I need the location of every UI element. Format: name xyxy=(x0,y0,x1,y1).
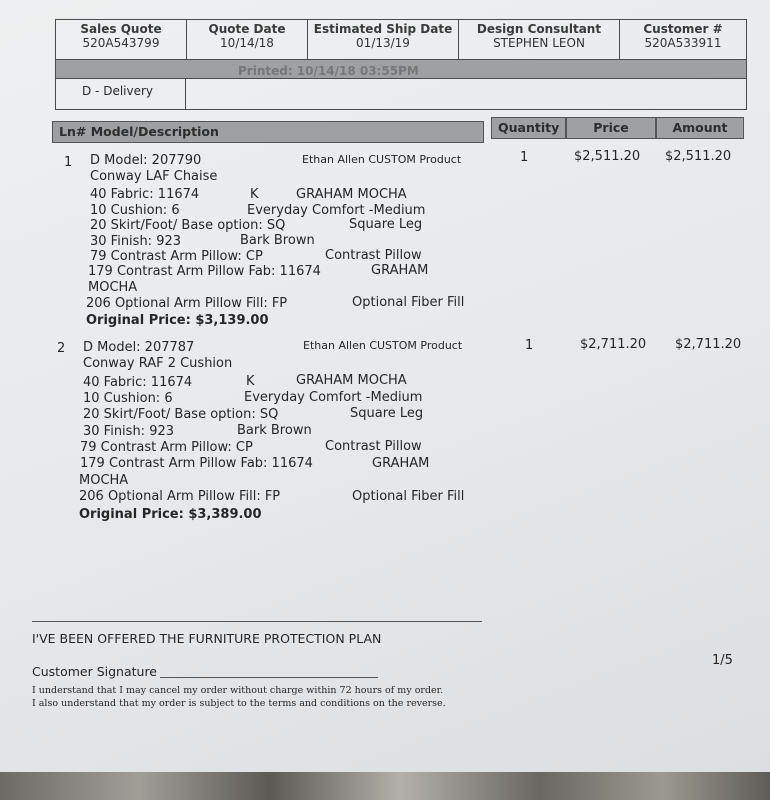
consultant-value: STEPHEN LEON xyxy=(493,36,585,50)
item-1-skirt-desc: Square Leg xyxy=(349,217,423,232)
item-1-line-number: 1 xyxy=(64,155,73,170)
item-2-vendor: Ethan Allen CUSTOM Product xyxy=(303,339,463,352)
col-header-price: Price xyxy=(566,117,656,139)
item-2-pillow-fabric: 179 Contrast Arm Pillow Fab: 11674 xyxy=(80,456,313,471)
customer-label: Customer # xyxy=(643,22,723,36)
printed-timestamp: Printed: 10/14/18 03:55PM xyxy=(238,64,419,78)
item-1-vendor: Ethan Allen CUSTOM Product xyxy=(302,153,462,166)
item-2-arm-fill: 206 Optional Arm Pillow Fill: FP xyxy=(79,489,281,504)
ship-date-cell xyxy=(308,20,459,60)
item-1-price: $2,511.20 xyxy=(574,149,641,164)
item-2-arm-pillow: 79 Contrast Arm Pillow: CP xyxy=(80,440,253,455)
item-2-description: Conway RAF 2 Cushion xyxy=(83,356,233,371)
item-2-finish: 30 Finish: 923 xyxy=(83,424,175,439)
item-2-pillow-fabric-desc: GRAHAM xyxy=(372,456,430,471)
item-2-amount: $2,711.20 xyxy=(675,337,742,352)
item-1-quantity: 1 xyxy=(520,150,529,165)
item-1-pillow-fabric-cont: MOCHA xyxy=(88,280,138,295)
col-header-amount: Amount xyxy=(656,117,744,139)
sales-quote-label: Sales Quote xyxy=(80,22,162,36)
delivery-method: D - Delivery xyxy=(82,84,154,98)
granite-countertop xyxy=(0,772,770,800)
col-header-model: Ln# Model/Description xyxy=(52,121,484,143)
item-2-quantity: 1 xyxy=(525,338,534,353)
item-2-fabric-grade: K xyxy=(246,374,255,389)
col-header-quantity: Quantity xyxy=(491,117,566,139)
item-2-finish-desc: Bark Brown xyxy=(237,423,312,438)
item-2-arm-pillow-desc: Contrast Pillow xyxy=(325,439,422,454)
item-1-arm-pillow-desc: Contrast Pillow xyxy=(325,248,422,263)
item-2-price: $2,711.20 xyxy=(580,337,647,352)
item-1-amount: $2,511.20 xyxy=(665,149,732,164)
item-1-model: D Model: 207790 xyxy=(90,153,202,168)
terms-line-1: I understand that I may cancel my order without charge within 72 hours of my order. xyxy=(32,685,444,696)
item-1-skirt: 20 Skirt/Foot/ Base option: SQ xyxy=(90,218,286,233)
item-1-fabric-name: GRAHAM MOCHA xyxy=(296,187,407,202)
item-2-pillow-fabric-cont: MOCHA xyxy=(79,473,129,488)
signature-line[interactable] xyxy=(160,677,378,678)
consultant-label: Design Consultant xyxy=(476,22,602,36)
item-1-finish-desc: Bark Brown xyxy=(240,233,315,248)
quote-date-cell xyxy=(187,20,308,60)
item-2-arm-fill-desc: Optional Fiber Fill xyxy=(352,489,465,504)
item-2-model: D Model: 207787 xyxy=(83,340,195,355)
item-1-finish: 30 Finish: 923 xyxy=(90,234,182,249)
ship-date-value: 01/13/19 xyxy=(356,36,410,50)
item-2-skirt: 20 Skirt/Foot/ Base option: SQ xyxy=(83,407,279,422)
item-1-cushion-desc: Everyday Comfort -Medium xyxy=(247,203,426,218)
item-1-description: Conway LAF Chaise xyxy=(90,169,218,184)
item-2-cushion-desc: Everyday Comfort -Medium xyxy=(244,390,423,405)
consultant-cell xyxy=(459,20,620,60)
ship-date-label: Estimated Ship Date xyxy=(313,22,453,36)
item-1-original-price: Original Price: $3,139.00 xyxy=(86,313,269,328)
item-1-pillow-fabric: 179 Contrast Arm Pillow Fab: 11674 xyxy=(88,264,321,279)
item-2-original-price: Original Price: $3,389.00 xyxy=(79,507,262,522)
customer-signature-label: Customer Signature xyxy=(32,664,157,679)
item-1-cushion: 10 Cushion: 6 xyxy=(90,203,180,218)
item-2-fabric: 40 Fabric: 11674 xyxy=(83,375,193,390)
quote-date-value: 10/14/18 xyxy=(220,36,274,50)
item-1-arm-fill-desc: Optional Fiber Fill xyxy=(352,295,465,310)
item-2-skirt-desc: Square Leg xyxy=(350,406,424,421)
sales-quote-value: 520A543799 xyxy=(82,36,160,50)
item-1-fabric-grade: K xyxy=(250,187,259,202)
sales-quote-cell xyxy=(56,20,187,60)
item-1-pillow-fabric-desc: GRAHAM xyxy=(371,263,429,278)
item-2-fabric-name: GRAHAM MOCHA xyxy=(296,373,407,388)
terms-line-2: I also understand that my order is subject to the terms and conditions on the reverse. xyxy=(32,698,446,709)
quote-date-label: Quote Date xyxy=(208,22,286,36)
item-1-arm-pillow: 79 Contrast Arm Pillow: CP xyxy=(90,249,263,264)
customer-cell xyxy=(620,20,747,60)
customer-number-value: 520A533911 xyxy=(644,36,722,50)
item-1-arm-fill: 206 Optional Arm Pillow Fill: FP xyxy=(86,296,288,311)
item-2-line-number: 2 xyxy=(57,341,66,356)
protection-plan-rule xyxy=(32,621,482,622)
item-2-cushion: 10 Cushion: 6 xyxy=(83,391,173,406)
item-1-fabric: 40 Fabric: 11674 xyxy=(90,187,200,202)
page-number: 1/5 xyxy=(712,653,733,668)
delivery-box xyxy=(55,78,747,110)
protection-plan-text: I'VE BEEN OFFERED THE FURNITURE PROTECTION PLAN xyxy=(32,631,382,646)
delivery-divider xyxy=(185,78,186,109)
